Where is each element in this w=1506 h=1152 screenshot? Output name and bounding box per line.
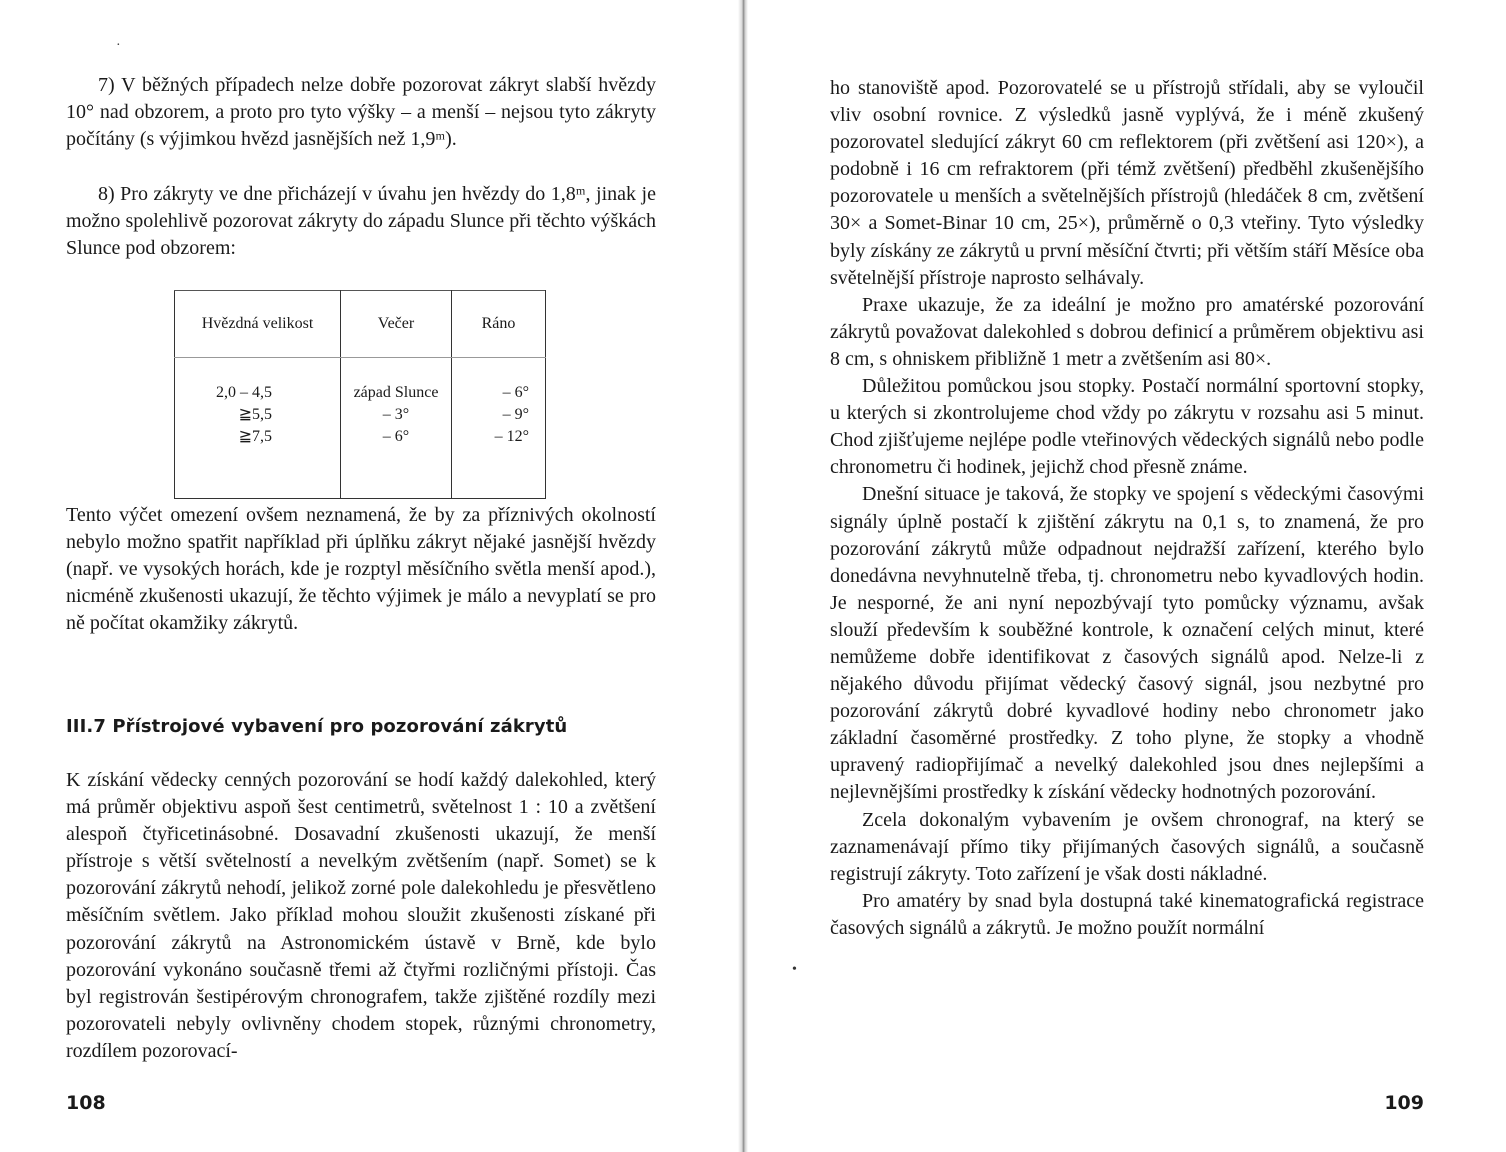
table-cell: – 6°: [382, 428, 410, 445]
table-header-morning: Ráno: [452, 291, 546, 358]
table-cell: ≧7,5: [238, 428, 272, 445]
section-paragraph: K získání vědecky cenných pozorování se hodí každý dalekohled, který má průměr objektivu aspoň šest centimetrů, světelnost 1 : 10 a zvětšení alespoň čtyřicetinásobné. Dosavadní zkušenosti ukazují, že menší přístroje s větší světelností a nevelkým zvětšením (např. Somet) se k pozorování zákrytů nehodí, jelikož zorné pole dalekohledu je přesvětleno měsíčním světlem. Jako příklad mohou sloužit zkušenosti získané při pozorování zákrytů na Astronomickém ústavě v Brně, kde bylo pozorování vykonáno současně třemi až čtyřmi rozličnými přístoji. Čas byl registrován šestipérovým chronografem, takže zjištěné rozdíly mezi pozorovateli nebyly ovlivněny chodem stopek, různými chronometry, rozdílem pozorovací-: [66, 769, 656, 1062]
left-page: [66, 0, 656, 1152]
paragraph-amateurs: Pro amatéry by snad byla dostupná také kinematografická registrace časových signálů a zákrytů. Je možno použít normální: [830, 889, 1424, 939]
scan-speck: •: [792, 962, 797, 977]
paragraph-8: 8) Pro zákryty ve dne přicházejí v úvahu jen hvězdy do 1,8ᵐ, jinak je možno spolehlivě pozorovat zákryty do západu Slunce při těchto výškách Slunce pod obzorem:: [66, 183, 656, 260]
table-cell-magnitudes: [175, 358, 341, 499]
table-header-magnitude: Hvězdná velikost: [175, 291, 341, 358]
table-cell: 2,0 – 4,5: [216, 384, 272, 401]
paragraph-stopwatch: Důležitou pomůckou jsou stopky. Postačí normální sportovní stopky, u kterých si zkontrolujeme chod vždy po zákrytu v rozsahu asi 5 minut. Chod zjišťujeme nejlépe podle vteřinových vědeckých signálů nebo podle chronometru či hodinek, jejichž chod přesně známe.: [830, 375, 1424, 479]
book-gutter: [738, 0, 748, 1152]
page-number-left: 108: [66, 1092, 106, 1114]
table-cell: – 9°: [502, 406, 529, 423]
paragraph-after-table: Tento výčet omezení ovšem neznamená, že by za příznivých okolností nebylo možno spatřit například při úplňku zákryt nějaké jasnější hvězdy (např. ve vysokých horách, kde je rozptyl měsíčního světla menší apod.), nicméně zkušenosti ukazují, že těchto výjimek je málo a nevyplatí se pro ně počítat okamžiky zákrytů.: [66, 504, 656, 635]
table-cell-evening: [341, 358, 452, 499]
page-number-right: 109: [1384, 1092, 1424, 1114]
section-heading: III.7 Přístrojové vybavení pro pozorování zákrytů: [66, 716, 568, 737]
table-cell: – 12°: [494, 428, 529, 445]
table-cell: – 3°: [382, 406, 410, 423]
table-row: [175, 358, 546, 499]
table-cell: západ Slunce: [353, 384, 439, 401]
paragraph-chronograph: Zcela dokonalým vybavením je ovšem chronograf, na který se zaznamenávají přímo tiky přijímaných časových signálů, a současně registrují zákryty. Toto zařízení je však dosti nákladné.: [830, 808, 1424, 885]
table-cell: – 6°: [502, 384, 529, 401]
paragraph-7: 7) V běžných případech nelze dobře pozorovat zákryt slabší hvězdy 10° nad obzorem, a proto pro tyto výšky – a menší – nejsou tyto zákryty počítány (s výjimkou hvězd jasnějších než 1,9ᵐ).: [66, 74, 656, 151]
right-page: [792, 0, 1424, 1152]
paragraph-continued: ho stanoviště apod. Pozorovatelé se u přístrojů střídali, aby se vyloučil vliv osobní rovnice. Z výsledků jasně vyplývá, že i méně zkušený pozorovatel sledující zákryt 60 cm reflektorem (při zvětšení asi 120×), a podobně i 16 cm refraktorem (při témž zvětšení) předběhl zkušenějšího pozorovatele u menších a světelnějších přístrojů (hledáček 8 cm, zvětšení 30× a Somet-Binar 10 cm, 25×), průměrně o 0,3 vteřiny. Tyto výsledky byly získány ze zákrytů u první měsíční čtvrti; při větším stáří Měsíce oba světelnější přístroje naprosto selhávaly.: [830, 77, 1424, 289]
magnitude-table: [174, 290, 546, 499]
paragraph-situation: Dnešní situace je taková, že stopky ve spojení s vědeckými časovými signály úplně postačí k zjištění zákrytu na 0,1 s, to znamená, že pro pozorování zákrytů může odpadnout nejdražší zařízení, kterého bylo donedávna nevyhnutelně třeba, tj. chronometru nebo kyvadlových hodin. Je nesporné, že ani nyní nepozbývají tyto pomůcky významu, avšak slouží především k souběžné kontrole, k označení celých minut, které nemůžeme dobře identifikovat z časových signálů apod. Nelze-li z nějakého důvodu přijímat vědecký časový signál, jsou nezbytné pro pozorování zákrytů dobré kyvadlové hodiny nebo chronometr jako základní časoměrné prostředky. Z toho plyne, že stopky a vhodně upravený radiopřijímač a nevelký dalekohled jsou dnes nejlepšími a nejlevnějšími prostředky k získání vědecky hodnotných pozorování.: [830, 483, 1424, 804]
table-cell: ≧5,5: [238, 406, 272, 423]
scan-speck: ·: [116, 38, 121, 53]
right-text-block: [830, 75, 1424, 942]
table-header-evening: Večer: [341, 291, 452, 358]
paragraph-practice: Praxe ukazuje, že za ideální je možno pro amatérské pozorování zákrytů považovat dalekohled s dobrou definicí a průměrem objektivu asi 8 cm, s ohniskem přibližně 1 metr a zvětšením asi 80×.: [830, 293, 1424, 370]
table-cell-morning: [452, 358, 546, 499]
